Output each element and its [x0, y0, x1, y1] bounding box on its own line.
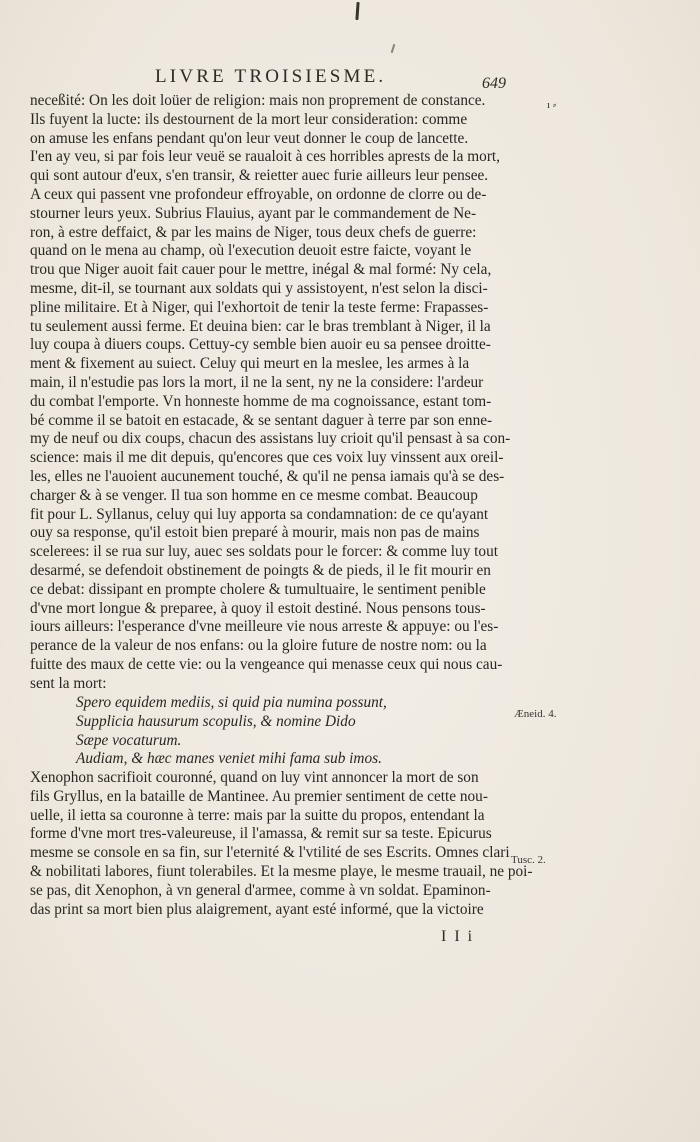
latin-verse — [76, 694, 496, 769]
text-line: d'vne mort longue & preparee, à quoy il estoit destiné. Nous pensons tous- — [30, 599, 486, 617]
text-line: trou que Niger auoit fait cauer pour le mettre, inégal & mal formé: Ny cela, — [30, 261, 492, 279]
text-line: quand on le mena au champ, où l'execution deuoit estre faicte, voyant le — [30, 242, 472, 260]
text-line: uelle, il ietta sa couronne à terre: mais par la suitte du propos, entendant la — [30, 806, 485, 824]
text-line: luy coupa à diuers coups. Cettuy-cy semble bien auoir eu sa pensee droitte- — [30, 336, 491, 354]
text-line: scelerees: il se rua sur luy, auec ses soldats pour le forcer: & comme luy tout — [30, 543, 498, 561]
text-line: mesme se console en sa fin, sur l'eternité & l'vtilité de ses Escrits. Omnes clari — [30, 844, 510, 862]
verse-line: Spero equidem mediis, si quid pia numina possunt, — [76, 694, 387, 711]
text-line: main, il n'estudie pas lors la mort, il ne la sent, ny ne la considere: l'ardeur — [30, 373, 484, 391]
margin-mark: ı ⸗ — [547, 99, 557, 111]
margin-note-tusc: Tusc. 2. — [511, 854, 546, 866]
text-line: charger & à se venger. Il tua son homme en ce mesme combat. Beaucoup — [30, 486, 478, 504]
text-line: das print sa mort bien plus alaigrement, ayant esté informé, que la victoire — [30, 900, 484, 918]
text-line: fit pour L. Syllanus, celuy qui luy apporta sa condamnation: de ce qu'ayant — [30, 505, 489, 523]
margin-note-aeneid: Æneid. 4. — [514, 708, 557, 720]
running-head: LIVRE TROISIESME. — [155, 66, 387, 87]
page-number: 649 — [482, 75, 506, 92]
text-line: du combat l'emporte. Vn honneste homme de ma cognoissance, estant tom- — [30, 392, 492, 410]
text-line: ouy sa response, qu'il estoit bien preparé à mourir, mais non pas de mains — [30, 524, 480, 542]
text-line: ron, à estre deffaict, & par les mains de Niger, tous deux chefs de guerre: — [30, 223, 477, 241]
verse-line: Sæpe vocaturum. — [76, 731, 182, 749]
text-line: science: mais il me dit depuis, qu'encores que ces voix luy vinssent aux oreil- — [30, 449, 504, 467]
text-line: mesme, dit-il, se tournant aux soldats qui y assistoyent, n'est selon la disci- — [30, 279, 488, 297]
text-line: neceßité: On les doit loüer de religion: mais non proprement de constance. — [30, 92, 486, 109]
text-line: my de neuf ou dix coups, chacun des assistans luy crioit qu'il pensast à sa con- — [30, 430, 511, 448]
text-line: I'en ay veu, si par fois leur veuë se raualoit à ces horribles aprests de la mort, — [30, 148, 500, 166]
text-line: qui sont autour d'eux, s'en transir, & reietter auec furie ailleurs leur pensee. — [30, 167, 489, 185]
text-line: Ils fuyent la lucte: ils destournent de la mort leur consideration: comme — [30, 110, 468, 128]
text-line: Xenophon sacrifioit couronné, quand on luy vint annoncer la mort de son — [30, 769, 479, 786]
text-line: stourner leurs yeux. Subrius Flauius, ayant par le commandement de Ne- — [30, 204, 477, 222]
text-line: bé comme il se batoit en estacade, & se sentant daguer à terre par son enne- — [30, 411, 493, 429]
text-line: sent la mort: — [30, 674, 107, 692]
text-line: on amuse les enfans pendant qu'on leur veut donner le coup de lancette. — [30, 129, 469, 147]
text-line: les, elles ne l'auoient aucunement touché, & qu'il ne pensa iamais qu'à se des- — [30, 467, 505, 485]
text-line: ce debat: dissipant en prompte cholere & tumultuaire, le sentiment penible — [30, 580, 486, 598]
text-line: ment & fixement au suiect. Celuy qui meurt en la meslee, les armes à la — [30, 355, 470, 373]
binding-thread-mark — [355, 2, 359, 20]
text-line: fils Gryllus, en la bataille de Mantinee. Au premier sentiment de cette nou- — [30, 787, 488, 805]
text-line: iours ailleurs: l'esperance d'vne meilleure vie nous arreste & appuye: ou l'es- — [30, 618, 499, 636]
text-line: pline militaire. Et à Niger, qui l'exhortoit de tenir la teste ferme: Frapasses- — [30, 298, 489, 316]
text-line: forme d'vne mort tres-valeureuse, il l'amassa, & remit sur sa teste. Epicurus — [30, 825, 492, 843]
verse-line: Audiam, & hæc manes veniet mihi fama sub imos. — [76, 750, 382, 768]
text-line: desarmé, se defendoit obstinement de poingts & de pieds, il le fit mourir en — [30, 561, 491, 579]
text-line: fuitte des maux de cette vie: ou la vengeance qui menasse ceux qui nous cau- — [30, 655, 503, 673]
signature-mark: I I i — [441, 928, 475, 945]
text-line: A ceux qui passent vne profondeur effroyable, on ordonne de clorre ou de- — [30, 185, 487, 203]
text-line: se pas, dit Xenophon, à vn general d'armee, comme à vn soldat. Epaminon- — [30, 881, 491, 899]
body-text — [30, 92, 516, 694]
text-line: & nobilitati labores, fiunt tolerabiles. Et la mesme playe, le mesme trauail, ne poi- — [30, 862, 533, 880]
verse-line: Supplicia hausurum scopulis, & nomine Dido — [76, 712, 356, 730]
ink-speck — [391, 44, 396, 53]
text-line: tu seulement aussi ferme. Et deuina bien: car le bras tremblant à Niger, il la — [30, 317, 491, 335]
text-line: perance de la valeur de nos enfans: ou la gloire future de nostre nom: ou la — [30, 637, 487, 655]
